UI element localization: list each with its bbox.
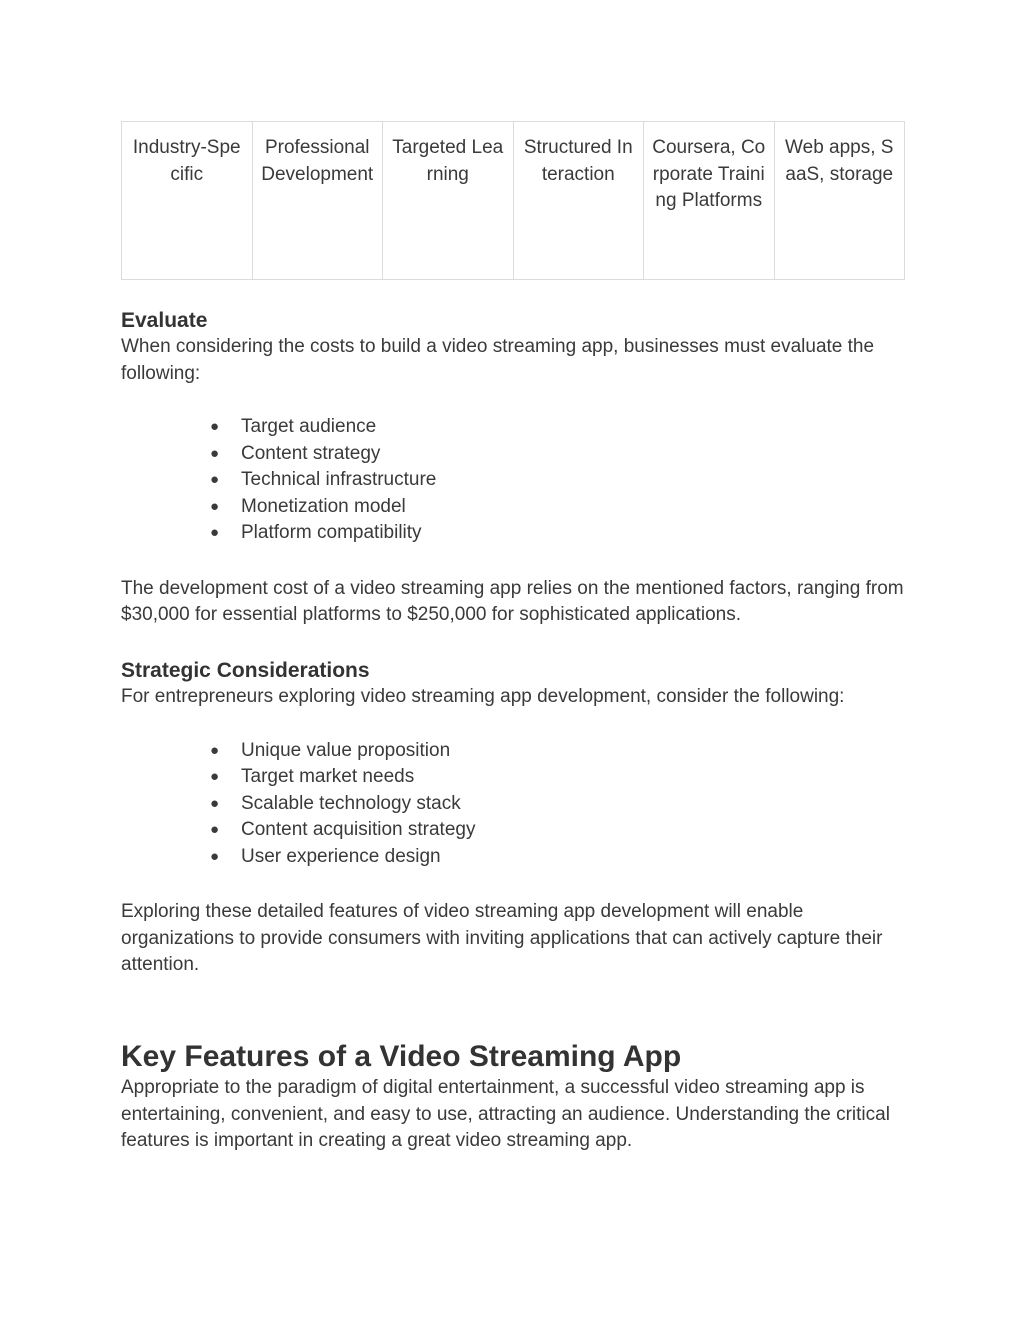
bullet-icon: ● <box>210 741 220 759</box>
table-cell-interaction: Structured Interaction <box>513 122 644 280</box>
list-item: ● Platform compatibility <box>210 520 905 547</box>
bullet-icon: ● <box>210 821 220 838</box>
evaluate-list <box>121 414 905 547</box>
list-item: ● User experience design <box>210 844 905 871</box>
document-page <box>121 121 905 1151</box>
bullet-icon: ● <box>210 497 220 515</box>
key-features-heading: Key Features of a Video Streaming App <box>121 1040 682 1073</box>
list-item: ● Scalable technology stack <box>210 791 905 818</box>
bullet-icon: ● <box>210 471 220 488</box>
bullet-icon: ● <box>210 418 220 435</box>
evaluate-summary: The development cost of a video streaming app relies on the mentioned factors, ranging from $30,000 for essential platforms to $250,000 for sophisticated applications. <box>121 577 904 625</box>
table-cell-category: Industry-Specific <box>122 122 253 280</box>
list-item: ● Unique value proposition <box>210 738 905 765</box>
table-cell-platforms: Web apps, SaaS, storage <box>774 122 905 280</box>
bullet-icon: ● <box>210 444 220 462</box>
comparison-table <box>121 121 905 280</box>
strategic-section <box>121 658 905 979</box>
list-item: ● Target audience <box>210 414 905 441</box>
evaluate-heading: Evaluate <box>121 309 208 332</box>
table-row <box>122 122 905 280</box>
table-cell-focus: Professional Development <box>252 122 383 280</box>
table-cell-learning: Targeted Learning <box>383 122 514 280</box>
bullet-icon: ● <box>210 768 220 785</box>
key-features-section <box>121 1039 905 1155</box>
table-cell-examples: Coursera, Corporate Training Platforms <box>644 122 775 280</box>
list-item: ● Content acquisition strategy <box>210 817 905 844</box>
bullet-icon: ● <box>210 794 220 812</box>
bullet-icon: ● <box>210 524 220 541</box>
bullet-icon: ● <box>210 847 220 865</box>
evaluate-intro: When considering the costs to build a video streaming app, businesses must evaluate the following: <box>121 336 875 384</box>
list-item: ● Content strategy <box>210 441 905 468</box>
strategic-intro: For entrepreneurs exploring video streaming app development, consider the following: <box>121 686 845 707</box>
strategic-summary: Exploring these detailed features of video streaming app development will enable organizations to provide consumers with inviting applications that can actively capture their attention. <box>121 901 883 975</box>
evaluate-section <box>121 308 905 629</box>
key-features-paragraph: Appropriate to the paradigm of digital entertainment, a successful video streaming app is entertaining, convenient, and easy to use, attracting an audience. Understanding the critical features is important in creating a great video streaming app. <box>121 1077 890 1151</box>
strategic-heading: Strategic Considerations <box>121 659 370 682</box>
strategic-list <box>121 738 905 871</box>
list-item: ● Target market needs <box>210 764 905 791</box>
list-item: ● Monetization model <box>210 494 905 521</box>
list-item: ● Technical infrastructure <box>210 467 905 494</box>
